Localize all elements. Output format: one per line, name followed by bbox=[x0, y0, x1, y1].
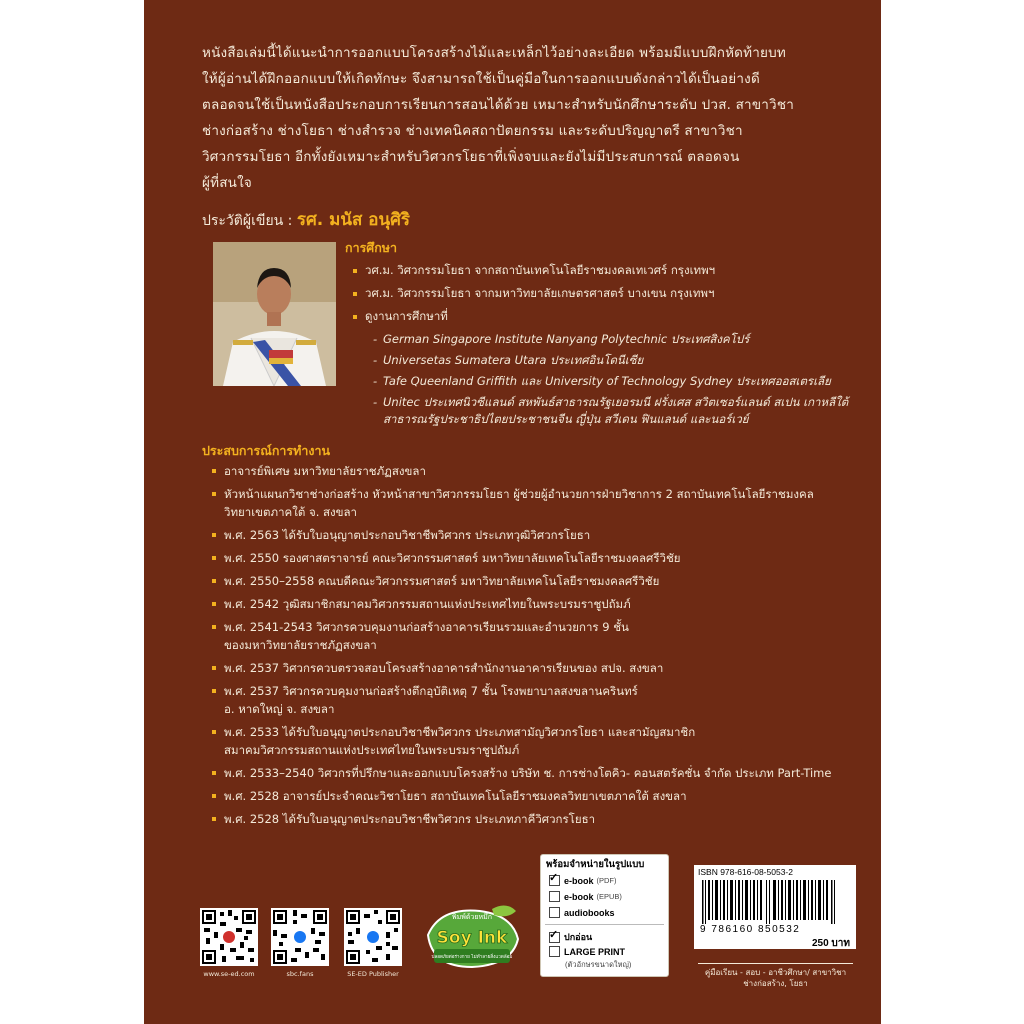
education-title: การศึกษา bbox=[345, 240, 398, 255]
bullet-icon bbox=[212, 556, 216, 560]
study-visit-item: - Tafe Queenland Griffith และ University of Technology Sydney ประเทศออสเตรเลีย bbox=[373, 374, 831, 388]
qr-label: sbc.fans bbox=[286, 970, 314, 978]
work-text: พ.ศ. 2533 ได้รับใบอนุญาตประกอบวิชาชีพวิศวกร ประเภทสามัญวิศวกรโยธา และสามัญสมาชิก สมาคมวิศวกรรมสถานแห่งประเทศไทยในพระบรมราชูปถัมภ์ bbox=[224, 725, 696, 757]
checkbox-empty-icon bbox=[549, 946, 560, 957]
study-visit-text: Tafe Queenland Griffith และ University of Technology Sydney ประเทศออสเตรเลีย bbox=[383, 374, 831, 388]
work-item bbox=[204, 618, 854, 654]
soy-ink-logo bbox=[420, 903, 522, 973]
format-item: ✓ ปกอ่อน bbox=[549, 930, 592, 944]
work-item bbox=[204, 682, 854, 718]
isbn-text: ISBN 978-616-08-5053-2 bbox=[698, 867, 793, 877]
work-text: พ.ศ. 2537 วิศวกรควบคุมงานก่อสร้างตึกอุบัติเหตุ 7 ชั้น โรงพยาบาลสงขลานครินทร์ อ. หาดใหญ่ จ. สงขลา bbox=[224, 684, 638, 716]
format-note: (ตัวอักษรขนาดใหญ่) bbox=[565, 960, 632, 969]
bullet-icon bbox=[353, 315, 357, 319]
book-category: คู่มือเรียน - สอบ - อาชีวศึกษา/ สาขาวิชาช่างก่อสร้าง, โยธา bbox=[698, 963, 853, 989]
intro-line: ช่างก่อสร้าง ช่างโยธา ช่างสำรวจ ช่างเทคนิคสถาปัตยกรรม และระดับปริญญาตรี สาขาวิชา bbox=[202, 123, 743, 139]
work-item bbox=[204, 764, 854, 782]
bullet-icon bbox=[212, 771, 216, 775]
intro-line: ผู้ที่สนใจ bbox=[202, 175, 252, 191]
education-item bbox=[345, 308, 855, 325]
work-item bbox=[204, 659, 854, 677]
work-text: พ.ศ. 2550 รองศาสตราจารย์ คณะวิศวกรรมศาสตร์ มหาวิทยาลัยเทคโนโลยีราชมงคลศรีวิชัย bbox=[224, 551, 681, 565]
bullet-icon bbox=[212, 625, 216, 629]
bullet-icon bbox=[353, 292, 357, 296]
soy-ink-brand-text: Soy Ink bbox=[436, 928, 508, 948]
work-list bbox=[204, 462, 854, 833]
format-item: e-book (EPUB) bbox=[549, 891, 622, 902]
intro-line: วิศวกรรมโยธา อีกทั้งยังเหมาะสำหรับวิศวกรโยธาที่เพิ่งจบและยังไม่มีประสบการณ์ ตลอดจน bbox=[202, 149, 740, 165]
qr-label: www.se-ed.com bbox=[203, 970, 255, 978]
study-visit-item: - German Singapore Institute Nanyang Polytechnic ประเทศสิงคโปร์ bbox=[373, 332, 750, 346]
study-visit-text: สาธารณรัฐประชาธิปไตยประชาชนจีน ญี่ปุ่น สวีเดน ฟินแลนด์ และนอร์เวย์ bbox=[383, 412, 749, 426]
education-text: วศ.ม. วิศวกรรมโยธา จากสถาบันเทคโนโลยีราชมงคลเทเวศร์ กรุงเทพฯ bbox=[365, 263, 716, 277]
education-item bbox=[345, 285, 855, 302]
study-visit-list bbox=[373, 331, 855, 428]
checkbox-empty-icon bbox=[549, 891, 560, 902]
qr-code-facebook-seed[interactable] bbox=[344, 908, 402, 966]
study-visit-text: German Singapore Institute Nanyang Polytechnic ประเทศสิงคโปร์ bbox=[383, 332, 750, 346]
work-title: ประสบการณ์การทำงาน bbox=[202, 443, 331, 458]
work-text: พ.ศ. 2563 ได้รับใบอนุญาตประกอบวิชาชีพวิศวกร ประเภทวุฒิวิศวกรโยธา bbox=[224, 528, 591, 542]
qr-label: SE-ED Publisher bbox=[347, 970, 399, 978]
soy-ink-bottom-text: ปลอดภัยต่อร่างกาย ไม่ทำลายสิ่งแวดล้อม bbox=[431, 955, 513, 960]
bullet-icon bbox=[212, 602, 216, 606]
isbn-digits: 9 786160 850532 bbox=[700, 924, 801, 935]
format-item: ✓ e-book (PDF) bbox=[549, 875, 617, 886]
bullet-icon bbox=[212, 730, 216, 734]
format-item: audiobooks bbox=[549, 907, 615, 918]
author-label: ประวัติผู้เขียน : bbox=[202, 213, 297, 229]
work-item bbox=[204, 787, 854, 805]
study-visit-item: - Universetas Sumatera Utara ประเทศอินโดนีเซีย bbox=[373, 353, 644, 367]
work-item bbox=[204, 810, 854, 828]
work-text: พ.ศ. 2528 ได้รับใบอนุญาตประกอบวิชาชีพวิศวกร ประเภทภาคีวิศวกรโยธา bbox=[224, 812, 596, 826]
checkbox-checked-icon bbox=[549, 932, 560, 943]
bullet-icon bbox=[353, 269, 357, 273]
bullet-icon bbox=[212, 492, 216, 496]
intro-line: หนังสือเล่มนี้ได้แนะนำการออกแบบโครงสร้างไม้และเหล็กไว้อย่างละเอียด พร้อมมีแบบฝึกหัดท้ายบท bbox=[202, 45, 787, 61]
intro-line: ตลอดจนใช้เป็นหนังสือประกอบการเรียนการสอนได้ด้วย เหมาะสำหรับนักศึกษาระดับ ปวส. สาขาวิชา bbox=[202, 97, 794, 113]
study-visit-text: Unitec ประเทศนิวซีแลนด์ สหพันธ์สาธารณรัฐเยอรมนี ฝรั่งเศส สวิตเซอร์แลนด์ สเปน เกาหลีใต้ bbox=[383, 395, 849, 409]
price: 250 บาท bbox=[811, 938, 850, 949]
checkbox-checked-icon bbox=[549, 875, 560, 886]
qr-code-icon bbox=[271, 908, 329, 966]
work-text: พ.ศ. 2537 วิศวกรควบตรวจสอบโครงสร้างอาคารสำนักงานอาคารเรียนของ สปจ. สงขลา bbox=[224, 661, 664, 675]
work-item bbox=[204, 723, 854, 759]
qr-code-website[interactable] bbox=[200, 908, 258, 966]
barcode-icon bbox=[700, 880, 850, 924]
checkbox-empty-icon bbox=[549, 907, 560, 918]
study-visit-item: - Unitec ประเทศนิวซีแลนด์ สหพันธ์สาธารณรัฐเยอรมนี ฝรั่งเศส สวิตเซอร์แลนด์ สเปน เกาหลีใต้ bbox=[373, 395, 849, 409]
work-text: พ.ศ. 2542 วุฒิสมาชิกสมาคมวิศวกรรมสถานแห่งประเทศไทยในพระบรมราชูปถัมภ์ bbox=[224, 597, 631, 611]
formats-box bbox=[540, 854, 669, 977]
author-photo bbox=[213, 242, 336, 386]
bullet-icon bbox=[212, 579, 216, 583]
work-text: พ.ศ. 2528 อาจารย์ประจำคณะวิชาโยธา สถาบันเทคโนโลยีราชมงคลวิทยาเขตภาคใต้ สงขลา bbox=[224, 789, 687, 803]
education-text: วศ.ม. วิศวกรรมโยธา จากมหาวิทยาลัยเกษตรศาสตร์ บางเขน กรุงเทพฯ bbox=[365, 286, 715, 300]
work-item bbox=[204, 572, 854, 590]
author-name: รศ. มนัส อนุศิริ bbox=[296, 210, 411, 230]
work-item bbox=[204, 462, 854, 480]
qr-code-icon bbox=[344, 908, 402, 966]
study-visit-text: Universetas Sumatera Utara ประเทศอินโดนีเซีย bbox=[383, 353, 644, 367]
formats-title: พร้อมจำหน่ายในรูปแบบ bbox=[546, 859, 645, 870]
work-item bbox=[204, 526, 854, 544]
bullet-icon bbox=[212, 689, 216, 693]
work-text: อาจารย์พิเศษ มหาวิทยาลัยราชภัฏสงขลา bbox=[224, 464, 426, 478]
intro-line: ให้ผู้อ่านได้ฝึกออกแบบให้เกิดทักษะ จึงสามารถใช้เป็นคู่มือในการออกแบบดังกล่าวได้เป็นอย่างดี bbox=[202, 71, 760, 87]
work-text: พ.ศ. 2550–2558 คณบดีคณะวิศวกรรมศาสตร์ มหาวิทยาลัยเทคโนโลยีราชมงคลศรีวิชัย bbox=[224, 574, 660, 588]
bullet-icon bbox=[212, 817, 216, 821]
work-item bbox=[204, 549, 854, 567]
author-heading bbox=[202, 206, 410, 233]
bullet-icon bbox=[212, 794, 216, 798]
work-text: หัวหน้าแผนกวิชาช่างก่อสร้าง หัวหน้าสาขาวิศวกรรมโยธา ผู้ช่วยผู้อำนวยการฝ่ายวิชาการ 2 สถาบันเทคโนโลยีราชมงคล วิทยาเขตภาคใต้ จ. สงขลา bbox=[224, 487, 814, 519]
soy-ink-top-text: พิมพ์ด้วยหมึก bbox=[452, 913, 492, 921]
work-text: พ.ศ. 2541-2543 วิศวกรควบคุมงานก่อสร้างอาคารเรียนรวมและอำนวยการ 9 ชั้น ของมหาวิทยาลัยราชภัฏสงขลา bbox=[224, 620, 629, 652]
study-visit-continuation bbox=[373, 411, 855, 428]
qr-code-facebook-sbc[interactable] bbox=[271, 908, 329, 966]
format-item: LARGE PRINT bbox=[549, 946, 625, 957]
qr-code-icon bbox=[200, 908, 258, 966]
work-text: พ.ศ. 2533–2540 วิศวกรที่ปรึกษาและออกแบบโครงสร้าง บริษัท ช. การช่างโตคิว- คอนสตรัคชั่น จำกัด ประเภท Part-Time bbox=[224, 766, 832, 780]
divider bbox=[545, 924, 664, 925]
intro-paragraph bbox=[202, 40, 842, 196]
bullet-icon bbox=[212, 469, 216, 473]
education-list bbox=[345, 262, 855, 432]
work-item bbox=[204, 485, 854, 521]
bullet-icon bbox=[212, 533, 216, 537]
isbn-barcode-box bbox=[694, 865, 856, 949]
work-item bbox=[204, 595, 854, 613]
education-item bbox=[345, 262, 855, 279]
education-text: ดูงานการศึกษาที่ bbox=[365, 309, 448, 323]
bullet-icon bbox=[212, 666, 216, 670]
